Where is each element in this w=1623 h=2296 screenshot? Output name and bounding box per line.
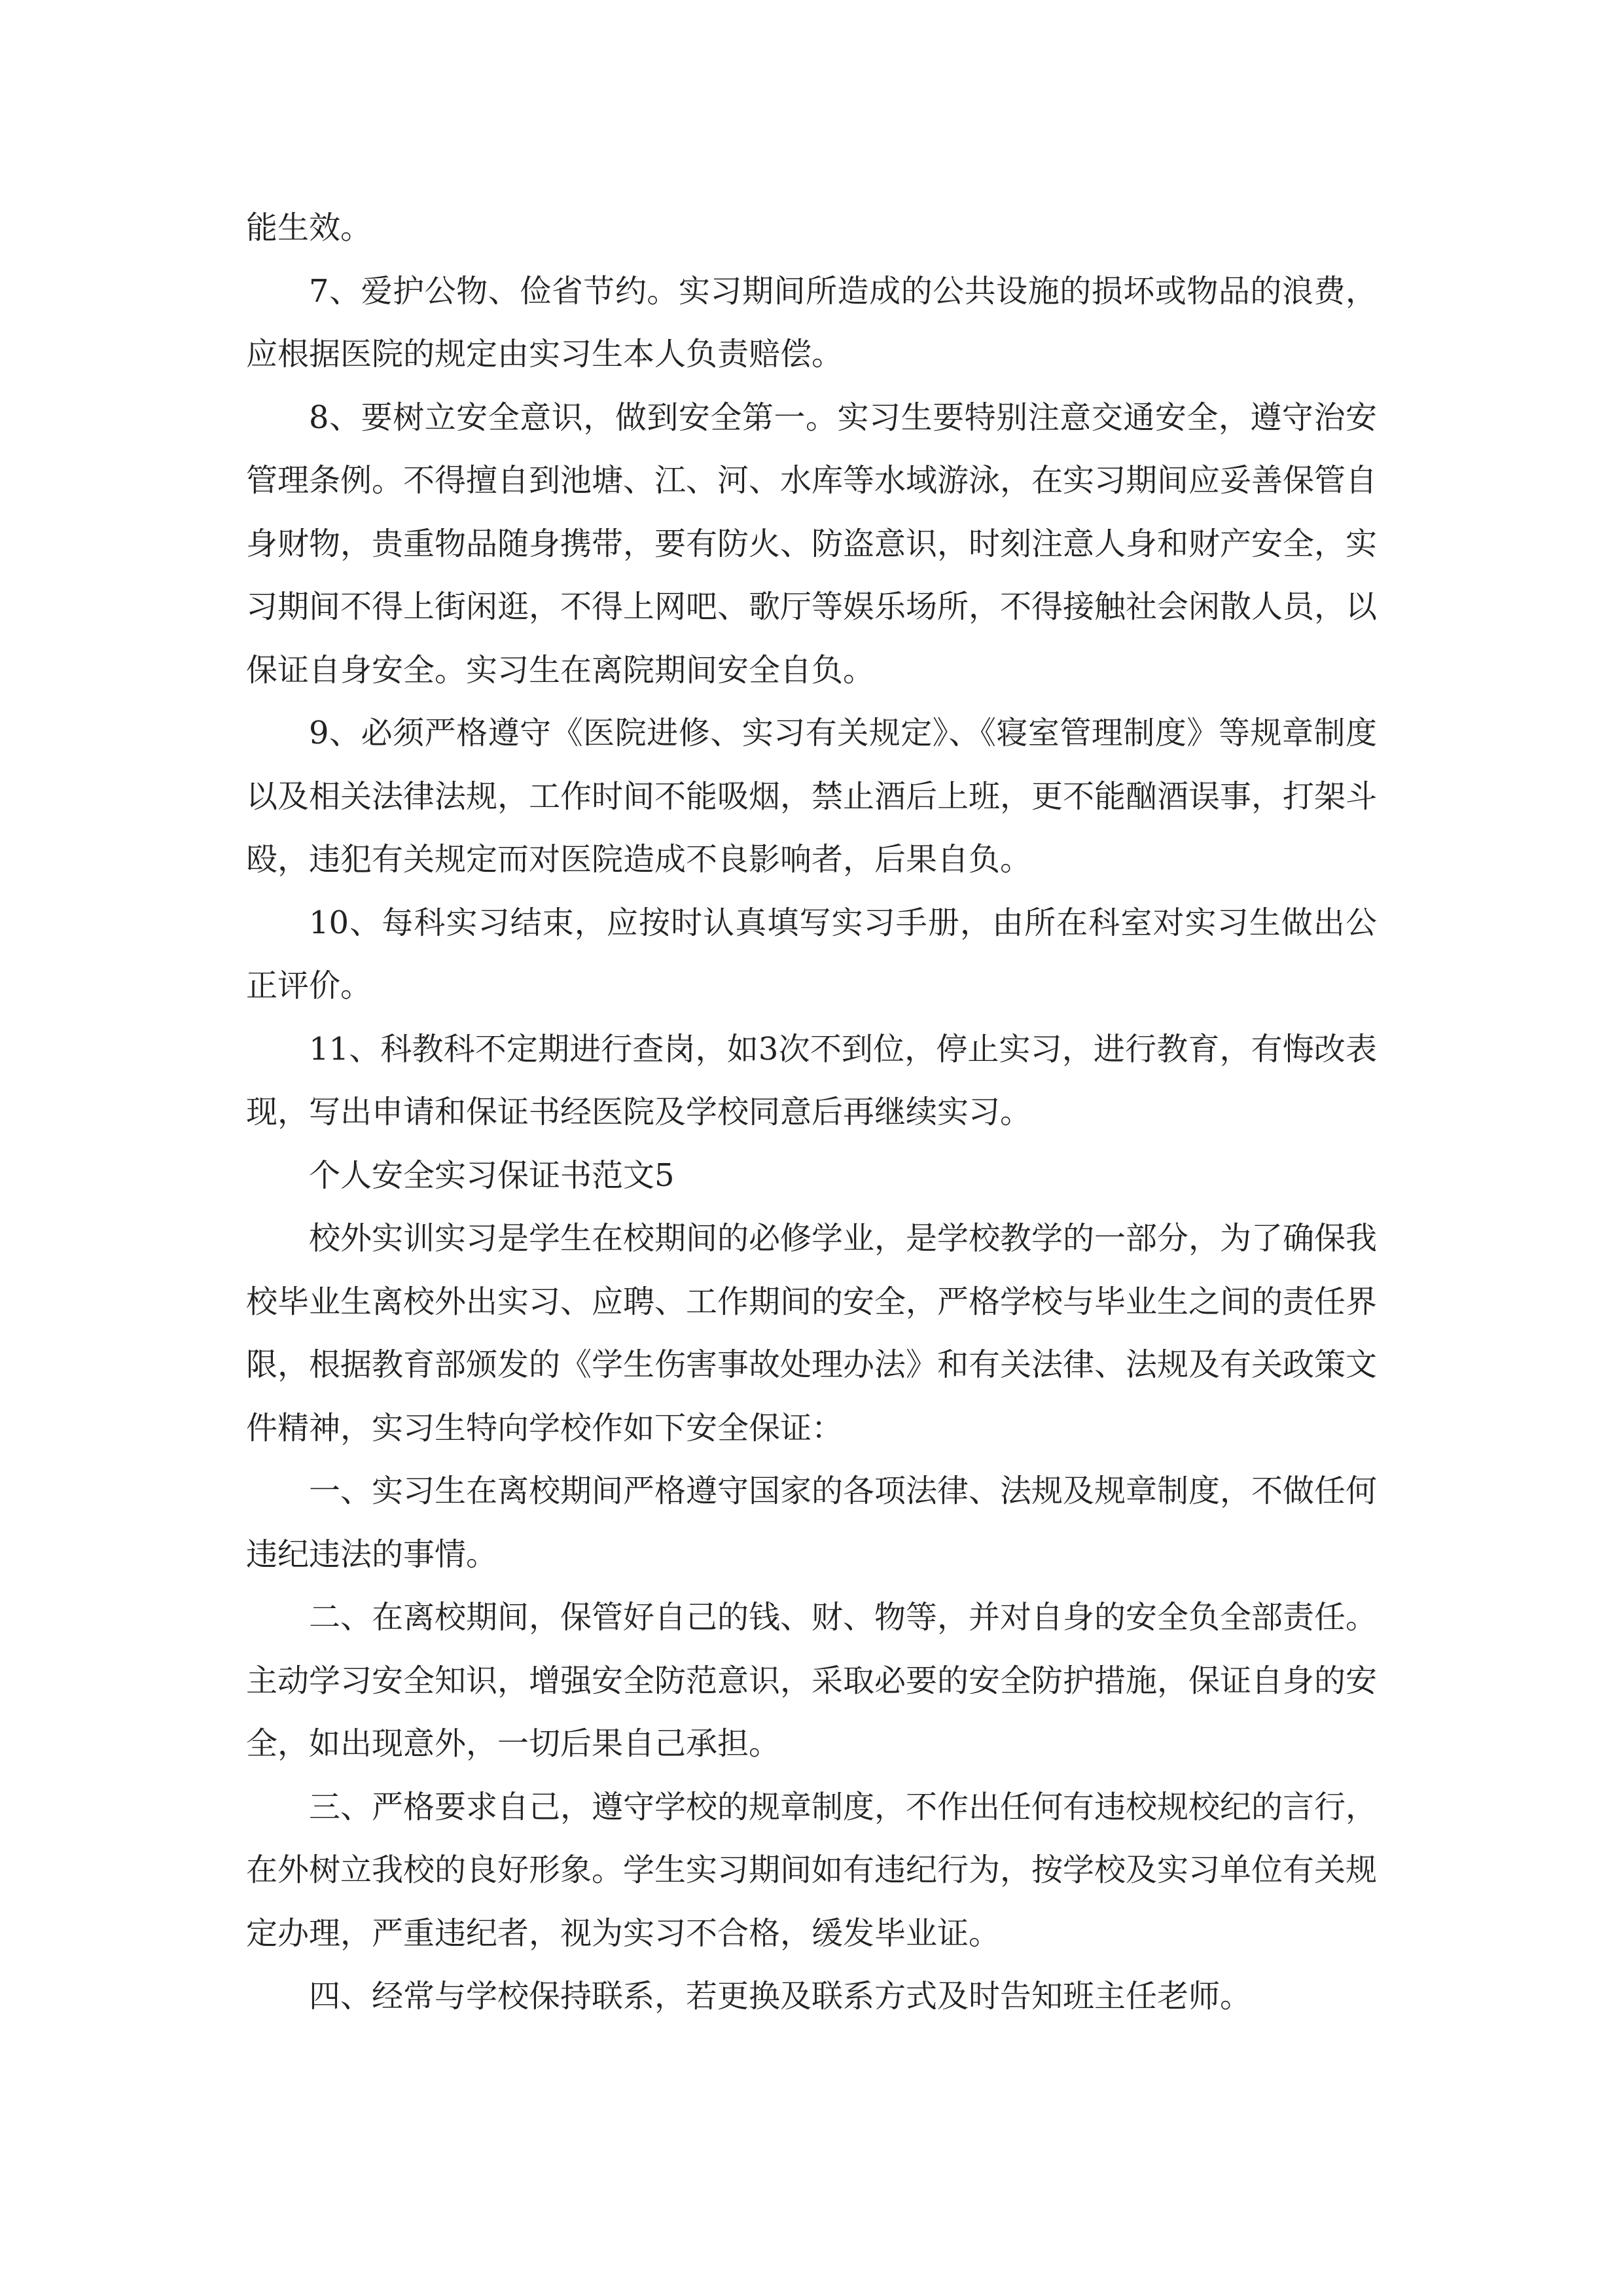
paragraph-item-11: 11、科教科不定期进行查岗，如3次不到位，停止实习，进行教育，有悔改表现，写出申请和保证书经医院及学校同意后再继续实习。 xyxy=(246,1030,1377,1130)
section-heading: 个人安全实习保证书范文5 xyxy=(309,1157,675,1194)
paragraph-clause-2: 二、在离校期间，保管好自己的钱、财、物等，并对自身的安全负全部责任。主动学习安全知识，增强安全防范意识，采取必要的安全防护措施，保证自身的安全，如出现意外，一切后果自己承担。 xyxy=(246,1599,1378,1762)
document-body xyxy=(246,196,1377,2028)
paragraph-item-9: 9、必须严格遵守《医院进修、实习有关规定》、《寝室管理制度》等规章制度以及相关法律法规，工作时间不能吸烟，禁止酒后上班，更不能酗酒误事，打架斗殴，违犯有关规定而对医院造成不良影响者，后果自负。 xyxy=(246,715,1378,878)
paragraph-clause-4: 四、经常与学校保持联系，若更换及联系方式及时告知班主任老师。 xyxy=(309,1978,1252,2015)
paragraph-item-8: 8、要树立安全意识，做到安全第一。实习生要特别注意交通安全，遵守治安管理条例。不得擅自到池塘、江、河、水库等水域游泳，在实习期间应妥善保管自身财物，贵重物品随身携带，要有防火、防盗意识，时刻注意人身和财产安全，实习期间不得上街闲逛，不得上网吧、歌厅等娱乐场所，不得接触社会闲散人员，以保证自身安全。实习生在离院期间安全自负。 xyxy=(246,399,1378,689)
paragraph-clause-1: 一、实习生在离校期间严格遵守国家的各项法律、法规及规章制度，不做任何违纪违法的事情。 xyxy=(246,1473,1378,1573)
paragraph-intro: 校外实训实习是学生在校期间的必修学业，是学校教学的一部分，为了确保我校毕业生离校外出实习、应聘、工作期间的安全，严格学校与毕业生之间的责任界限，根据教育部颁发的《学生伤害事故处理办法》和有关法律、法规及有关政策文件精神，实习生特向学校作如下安全保证： xyxy=(246,1220,1378,1446)
paragraph-clause-3: 三、严格要求自己，遵守学校的规章制度，不作出任何有违校规校纪的言行，在外树立我校的良好形象。学生实习期间如有违纪行为，按学校及实习单位有关规定办理，严重违纪者，视为实习不合格，缓发毕业证。 xyxy=(246,1788,1378,1952)
paragraph-item-7: 7、爱护公物、俭省节约。实习期间所造成的公共设施的损坏或物品的浪费，应根据医院的规定由实习生本人负责赔偿。 xyxy=(246,272,1377,372)
paragraph-continuation: 能生效。 xyxy=(246,209,372,246)
paragraph-item-10: 10、每科实习结束，应按时认真填写实习手册，由所在科室对实习生做出公正评价。 xyxy=(246,904,1377,1004)
